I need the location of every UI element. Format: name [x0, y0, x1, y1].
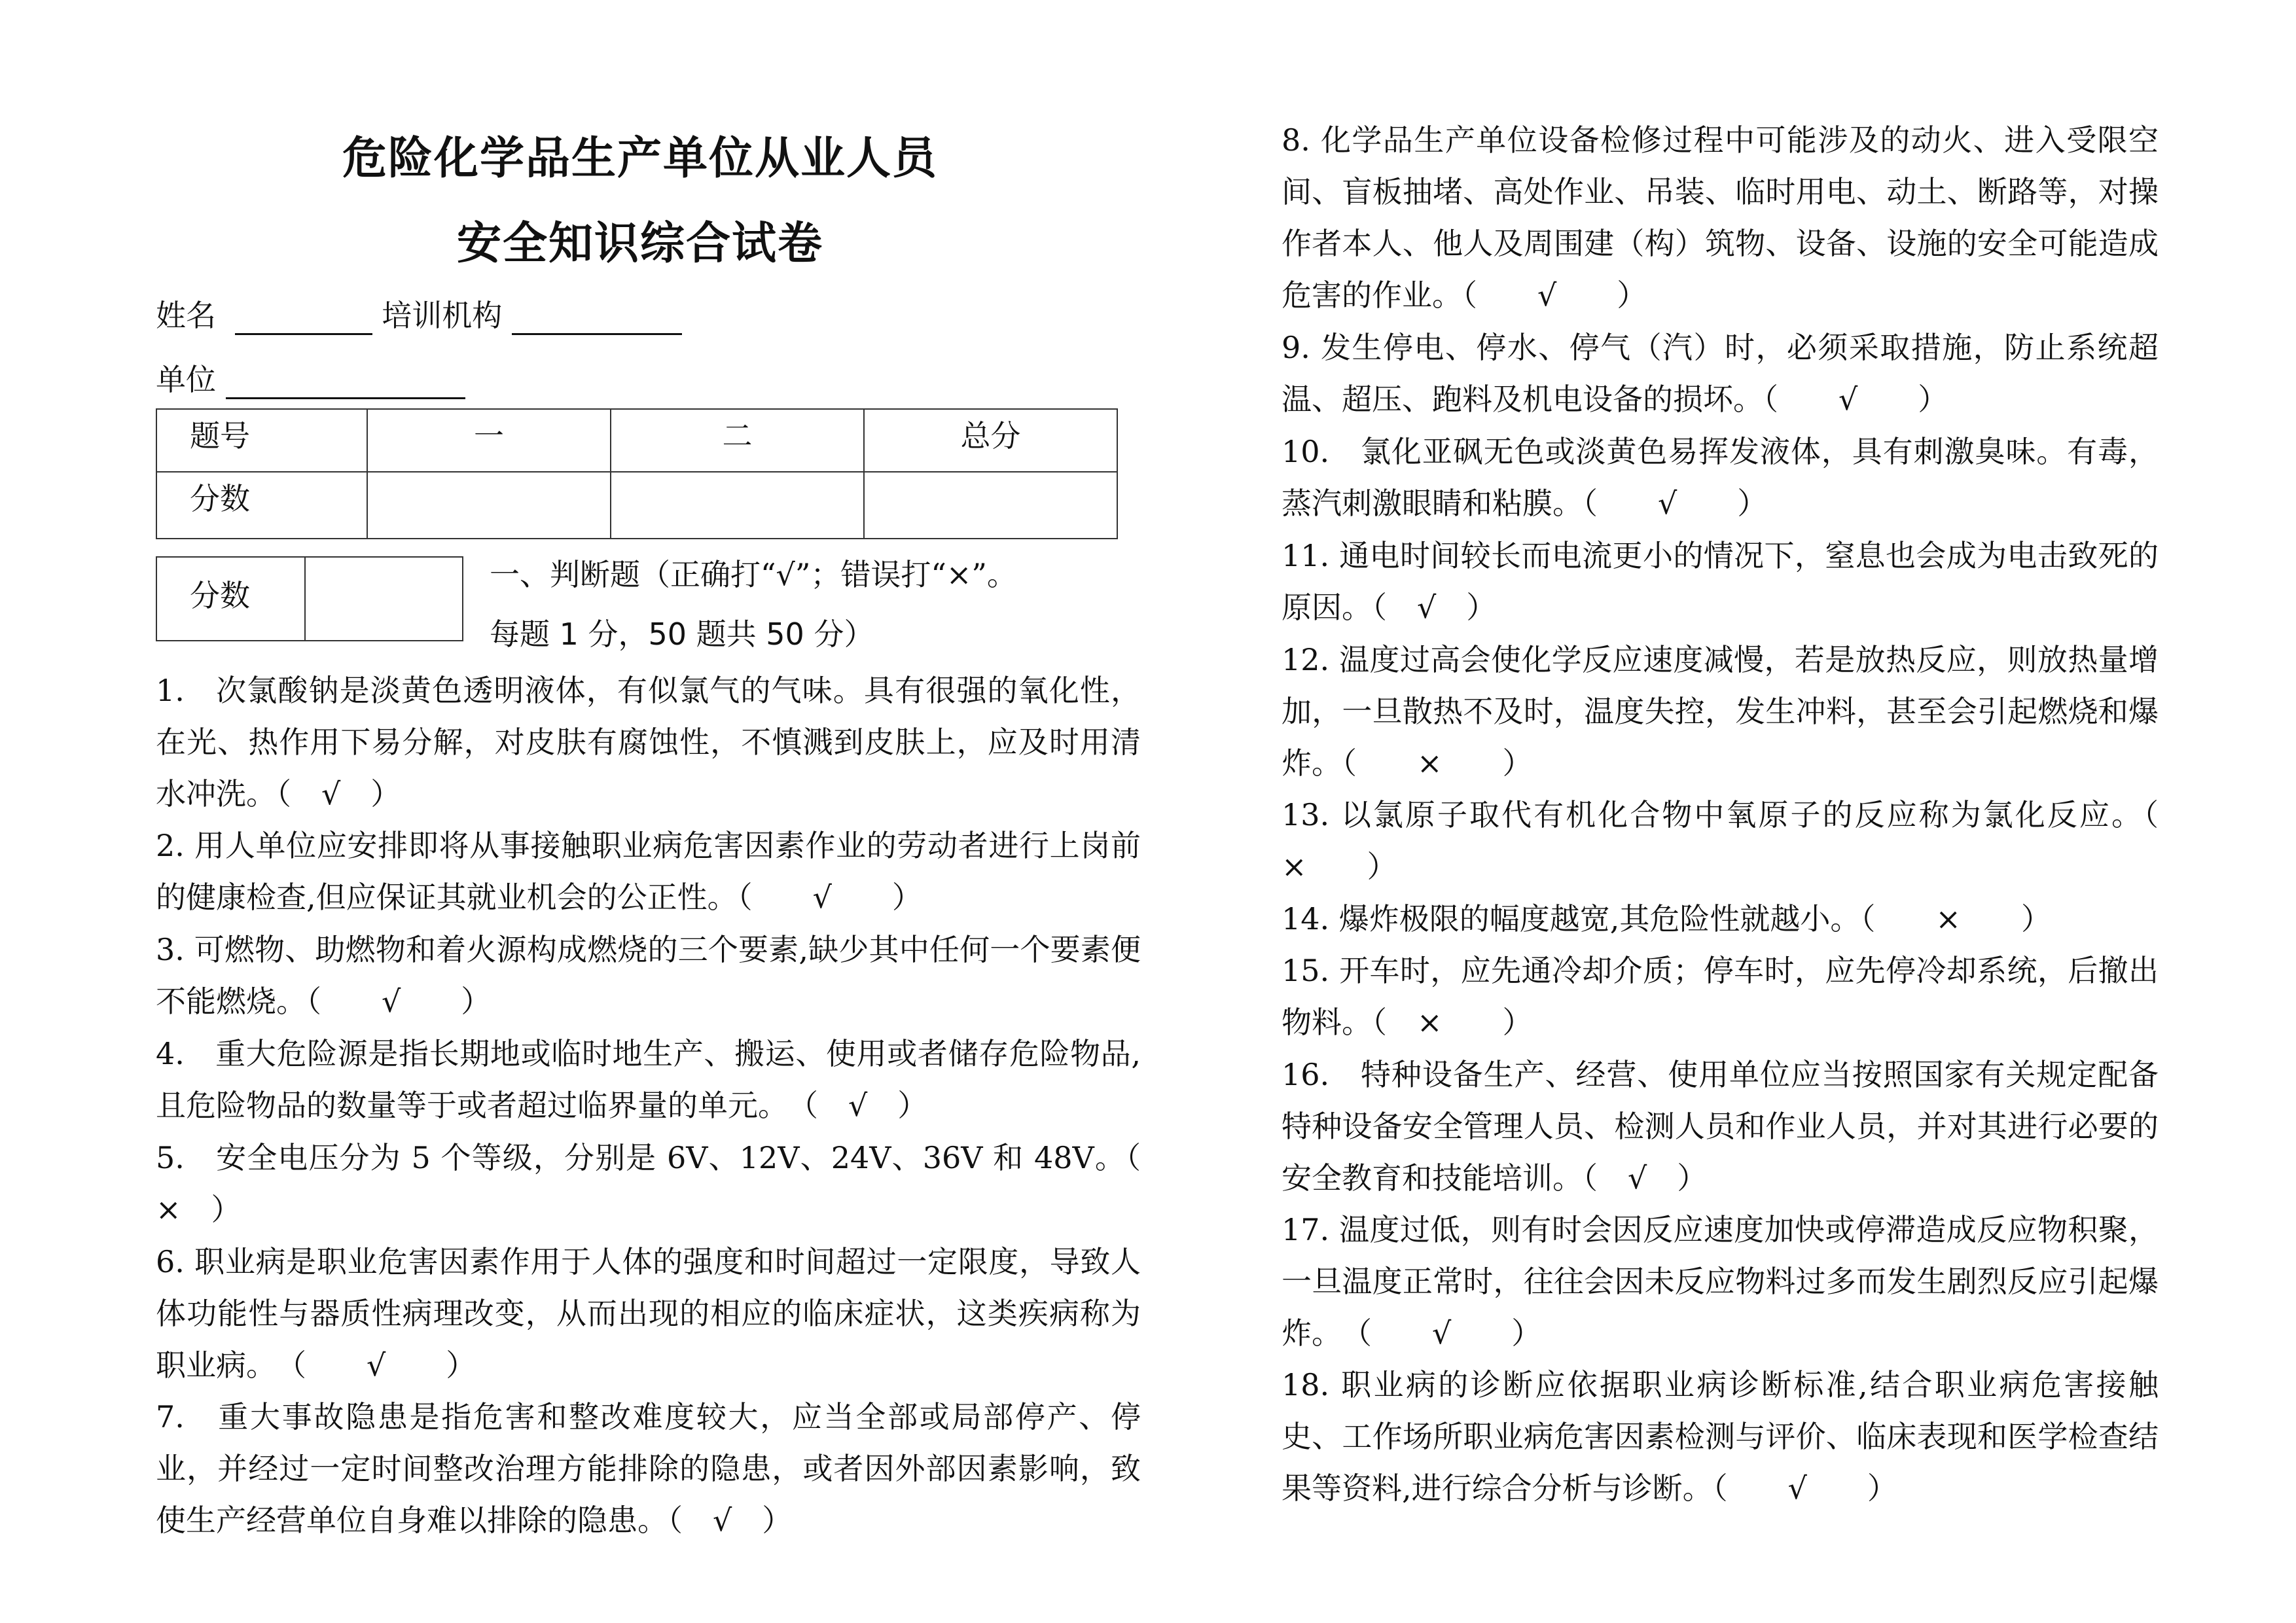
question-2: 2. 用人单位应安排即将从事接触职业病危害因素作业的劳动者进行上岗前的健康检查,但应保证其就业机会的公正性。（ √ ）: [156, 828, 1141, 915]
org-field[interactable]: [512, 303, 682, 335]
org-label: 培训机构: [382, 298, 503, 333]
question-11: 11. 通电时间较长而电流更小的情况下，窒息也会成为电击致死的原因。（ √ ）: [1282, 538, 2159, 625]
question-13: 13. 以氯原子取代有机化合物中氧原子的反应称为氯化反应。（ × ）: [1282, 797, 2219, 884]
page-title-line2: 安全知识综合试卷: [456, 218, 823, 270]
section1-score-cell[interactable]: [305, 557, 463, 641]
score-table: [156, 408, 1118, 539]
question-18: 18. 职业病的诊断应依据职业病诊断标准,结合职业病危害接触史、工作场所职业病危害因素检测与评价、临床表现和医学检查结果等资料,进行综合分析与诊断。（ √ ）: [1282, 1367, 2159, 1506]
question-14: 14. 爆炸极限的幅度越宽,其危险性就越小。（ × ）: [1282, 901, 2051, 936]
question-4: 4. 重大危险源是指长期地或临时地生产、搬运、使用或者储存危险物品,且危险物品的数量等于或者超过临界量的单元。 （ √ ）: [156, 1036, 1141, 1123]
unit-line: [156, 356, 465, 399]
question-1: 1. 次氯酸钠是淡黄色透明液体，有似氯气的气味。具有很强的氧化性，在光、热作用下易分解，对皮肤有腐蚀性，不慎溅到皮肤上，应及时用清水冲洗。（ √ ）: [156, 673, 1141, 812]
score-table-header-0: 题号: [156, 409, 367, 472]
section1-score-label: 分数: [156, 557, 305, 641]
score-table-row-label: 分数: [156, 472, 367, 539]
section1-heading-line2: 每题 1 分，50 题共 50 分）: [490, 616, 874, 652]
score-cell-total[interactable]: [864, 472, 1117, 539]
score-table-header-1: 一: [367, 409, 611, 472]
question-6: 6. 职业病是职业危害因素作用于人体的强度和时间超过一定限度，导致人体功能性与器质性病理改变，从而出现的相应的临床症状，这类疾病称为职业病。 （ √ ）: [156, 1244, 1141, 1383]
question-9: 9. 发生停电、停水、停气（汽）时，必须采取措施，防止系统超温、超压、跑料及机电设备的损坏。（ √ ）: [1282, 330, 2159, 417]
name-org-line: [156, 292, 682, 335]
score-table-header-3: 总分: [864, 409, 1117, 472]
section1-score-box: [156, 556, 463, 641]
unit-label: 单位: [156, 362, 216, 397]
page-title-line1: 危险化学品生产单位从业人员: [342, 133, 938, 185]
question-5: 5. 安全电压分为 5 个等级，分别是 6V、12V、24V、36V 和 48V。（ × ）: [156, 1140, 1171, 1227]
score-cell-2[interactable]: [611, 472, 864, 539]
unit-field[interactable]: [226, 367, 465, 399]
question-16: 16. 特种设备生产、经营、使用单位应当按照国家有关规定配备特种设备安全管理人员、检测人员和作业人员，并对其进行必要的安全教育和技能培训。（ √ ）: [1282, 1057, 2159, 1196]
question-3: 3. 可燃物、助燃物和着火源构成燃烧的三个要素,缺少其中任何一个要素便不能燃烧。（ √ ）: [156, 932, 1141, 1019]
question-7: 7. 重大事故隐患是指危害和整改难度较大，应当全部或局部停产、停业，并经过一定时间整改治理方能排除的隐患，或者因外部因素影响，致使生产经营单位自身难以排除的隐患。（ √ ）: [156, 1399, 1141, 1538]
question-8: 8. 化学品生产单位设备检修过程中可能涉及的动火、进入受限空间、盲板抽堵、高处作业、吊装、临时用电、动土、断路等，对操作者本人、他人及周围建（构）筑物、设备、设施的安全可能造成危害的作业。（ √ ）: [1282, 122, 2159, 313]
score-cell-1[interactable]: [367, 472, 611, 539]
score-table-header-2: 二: [611, 409, 864, 472]
question-12: 12. 温度过高会使化学反应速度减慢，若是放热反应，则放热量增加，一旦散热不及时，温度失控，发生冲料，甚至会引起燃烧和爆炸。（ × ）: [1282, 642, 2159, 781]
section1-heading-line1: 一、判断题（正确打“√”；错误打“×”。: [490, 557, 1017, 592]
name-field[interactable]: [235, 303, 372, 335]
name-label: 姓名: [156, 298, 216, 333]
question-17: 17. 温度过低，则有时会因反应速度加快或停滞造成反应物积聚，一旦温度正常时，往往会因未反应物料过多而发生剧烈反应引起爆炸。 （ √ ）: [1282, 1212, 2159, 1351]
question-15: 15. 开车时，应先通冷却介质；停车时，应先停冷却系统，后撤出物料。（ × ）: [1282, 953, 2159, 1040]
question-10: 10. 氯化亚砜无色或淡黄色易挥发液体，具有刺激臭味。有毒，蒸汽刺激眼睛和粘膜。（ √ ）: [1282, 434, 2159, 521]
